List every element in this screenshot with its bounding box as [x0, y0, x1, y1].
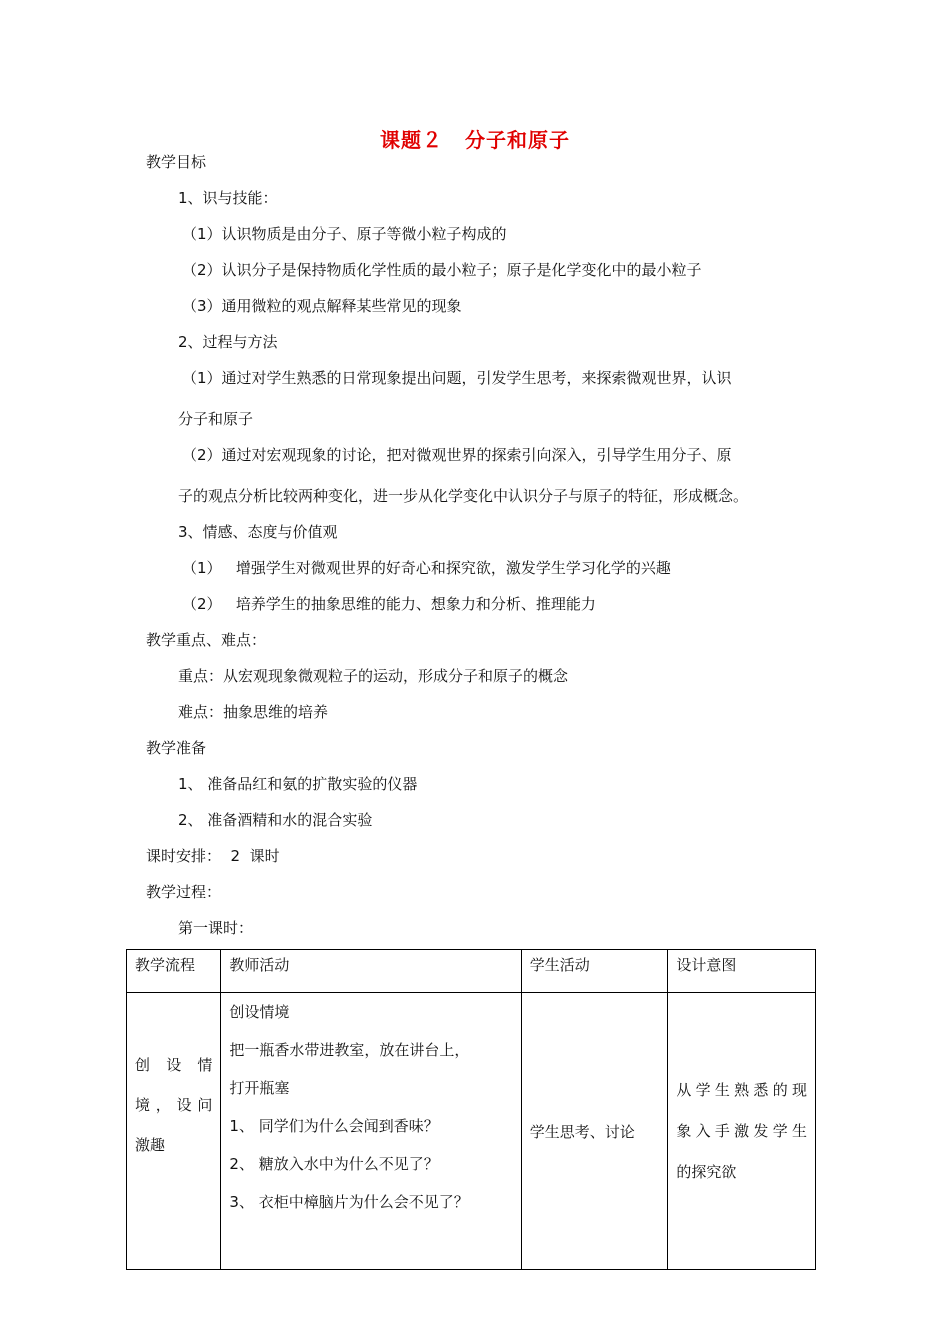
- objectives-s3-item: （1） 增强学生对微观世界的好奇心和探究欲，激发学生学习化学的兴趣: [182, 559, 671, 577]
- objectives-s2-item1-line2: 分子和原子: [178, 410, 254, 428]
- process-heading: 教学过程：: [146, 883, 222, 901]
- teacher-line: 把一瓶香水带进教室，放在讲台上，: [229, 1041, 470, 1059]
- intent-cell: [668, 993, 816, 1270]
- keypoint-key: 重点：从宏观现象微观粒子的运动，形成分子和原子的概念: [178, 667, 569, 685]
- table-header-row: [127, 950, 816, 993]
- objectives-s2-heading: 2、过程与方法: [178, 333, 278, 351]
- teacher-line: 创设情境: [229, 1003, 290, 1021]
- flow-line: 创设情: [135, 1056, 213, 1074]
- flow-cell: [127, 993, 221, 1270]
- header-intent: 设计意图: [668, 950, 816, 993]
- objectives-s2-item2-line1: （2）通过对宏观现象的讨论，把对微观世界的探索引向深入，引导学生用分子、原: [182, 446, 732, 464]
- flow-line: 境，设问: [135, 1096, 213, 1114]
- lesson-table: [126, 949, 816, 1270]
- objectives-s1-item: （2）认识分子是保持物质化学性质的最小粒子；原子是化学变化中的最小粒子: [182, 261, 702, 279]
- header-flow: 教学流程: [127, 950, 221, 993]
- objectives-s3-heading: 3、情感、态度与价值观: [178, 523, 338, 541]
- teacher-line: 打开瓶塞: [229, 1079, 290, 1097]
- keypoint-difficult: 难点：抽象思维的培养: [178, 703, 329, 721]
- header-student: 学生活动: [521, 950, 668, 993]
- teacher-line: 2、 糖放入水中为什么不见了？: [229, 1155, 439, 1173]
- title-prefix: 课题２: [380, 128, 443, 152]
- flow-line: 激趣: [135, 1136, 166, 1154]
- teacher-line: 1、 同学们为什么会闻到香味？: [229, 1117, 439, 1135]
- objectives-s2-item1-line1: （1）通过对学生熟悉的日常现象提出问题，引发学生思考，来探索微观世界，认识: [182, 369, 732, 387]
- objectives-s1-heading: 1、识与技能：: [178, 189, 278, 207]
- header-teacher: 教师活动: [221, 950, 521, 993]
- objectives-s3-item: （2） 培养学生的抽象思维的能力、想象力和分析、推理能力: [182, 595, 596, 613]
- title-main: 分子和原子: [465, 128, 570, 152]
- intent-line: 的探究欲: [676, 1162, 737, 1181]
- table-row: [127, 993, 816, 1270]
- teacher-line: 3、 衣柜中樟脑片为什么会不见了？: [229, 1193, 469, 1211]
- keypoints-heading: 教学重点、难点：: [146, 631, 267, 649]
- schedule: 课时安排： 2 课时: [146, 847, 280, 865]
- objectives-s2-item2-line2: 子的观点分析比较两种变化，进一步从化学变化中认识分子与原子的特征，形成概念。: [178, 487, 749, 505]
- teacher-cell: [221, 993, 521, 1270]
- objectives-s1-item: （3）通用微粒的观点解释某些常见的现象: [182, 297, 462, 315]
- student-cell: 学生思考、讨论: [521, 993, 668, 1270]
- preparation-item: 2、 准备酒精和水的混合实验: [178, 811, 373, 829]
- preparation-heading: 教学准备: [146, 739, 207, 757]
- preparation-item: 1、 准备品红和氨的扩散实验的仪器: [178, 775, 418, 793]
- first-lesson-label: 第一课时：: [178, 919, 254, 937]
- intent-line: 象入手激发学生: [676, 1121, 807, 1140]
- intent-line: 从学生熟悉的现: [676, 1080, 807, 1099]
- objectives-s1-item: （1）认识物质是由分子、原子等微小粒子构成的: [182, 225, 507, 243]
- objectives-heading: 教学目标: [146, 153, 207, 171]
- page-title: [0, 124, 950, 153]
